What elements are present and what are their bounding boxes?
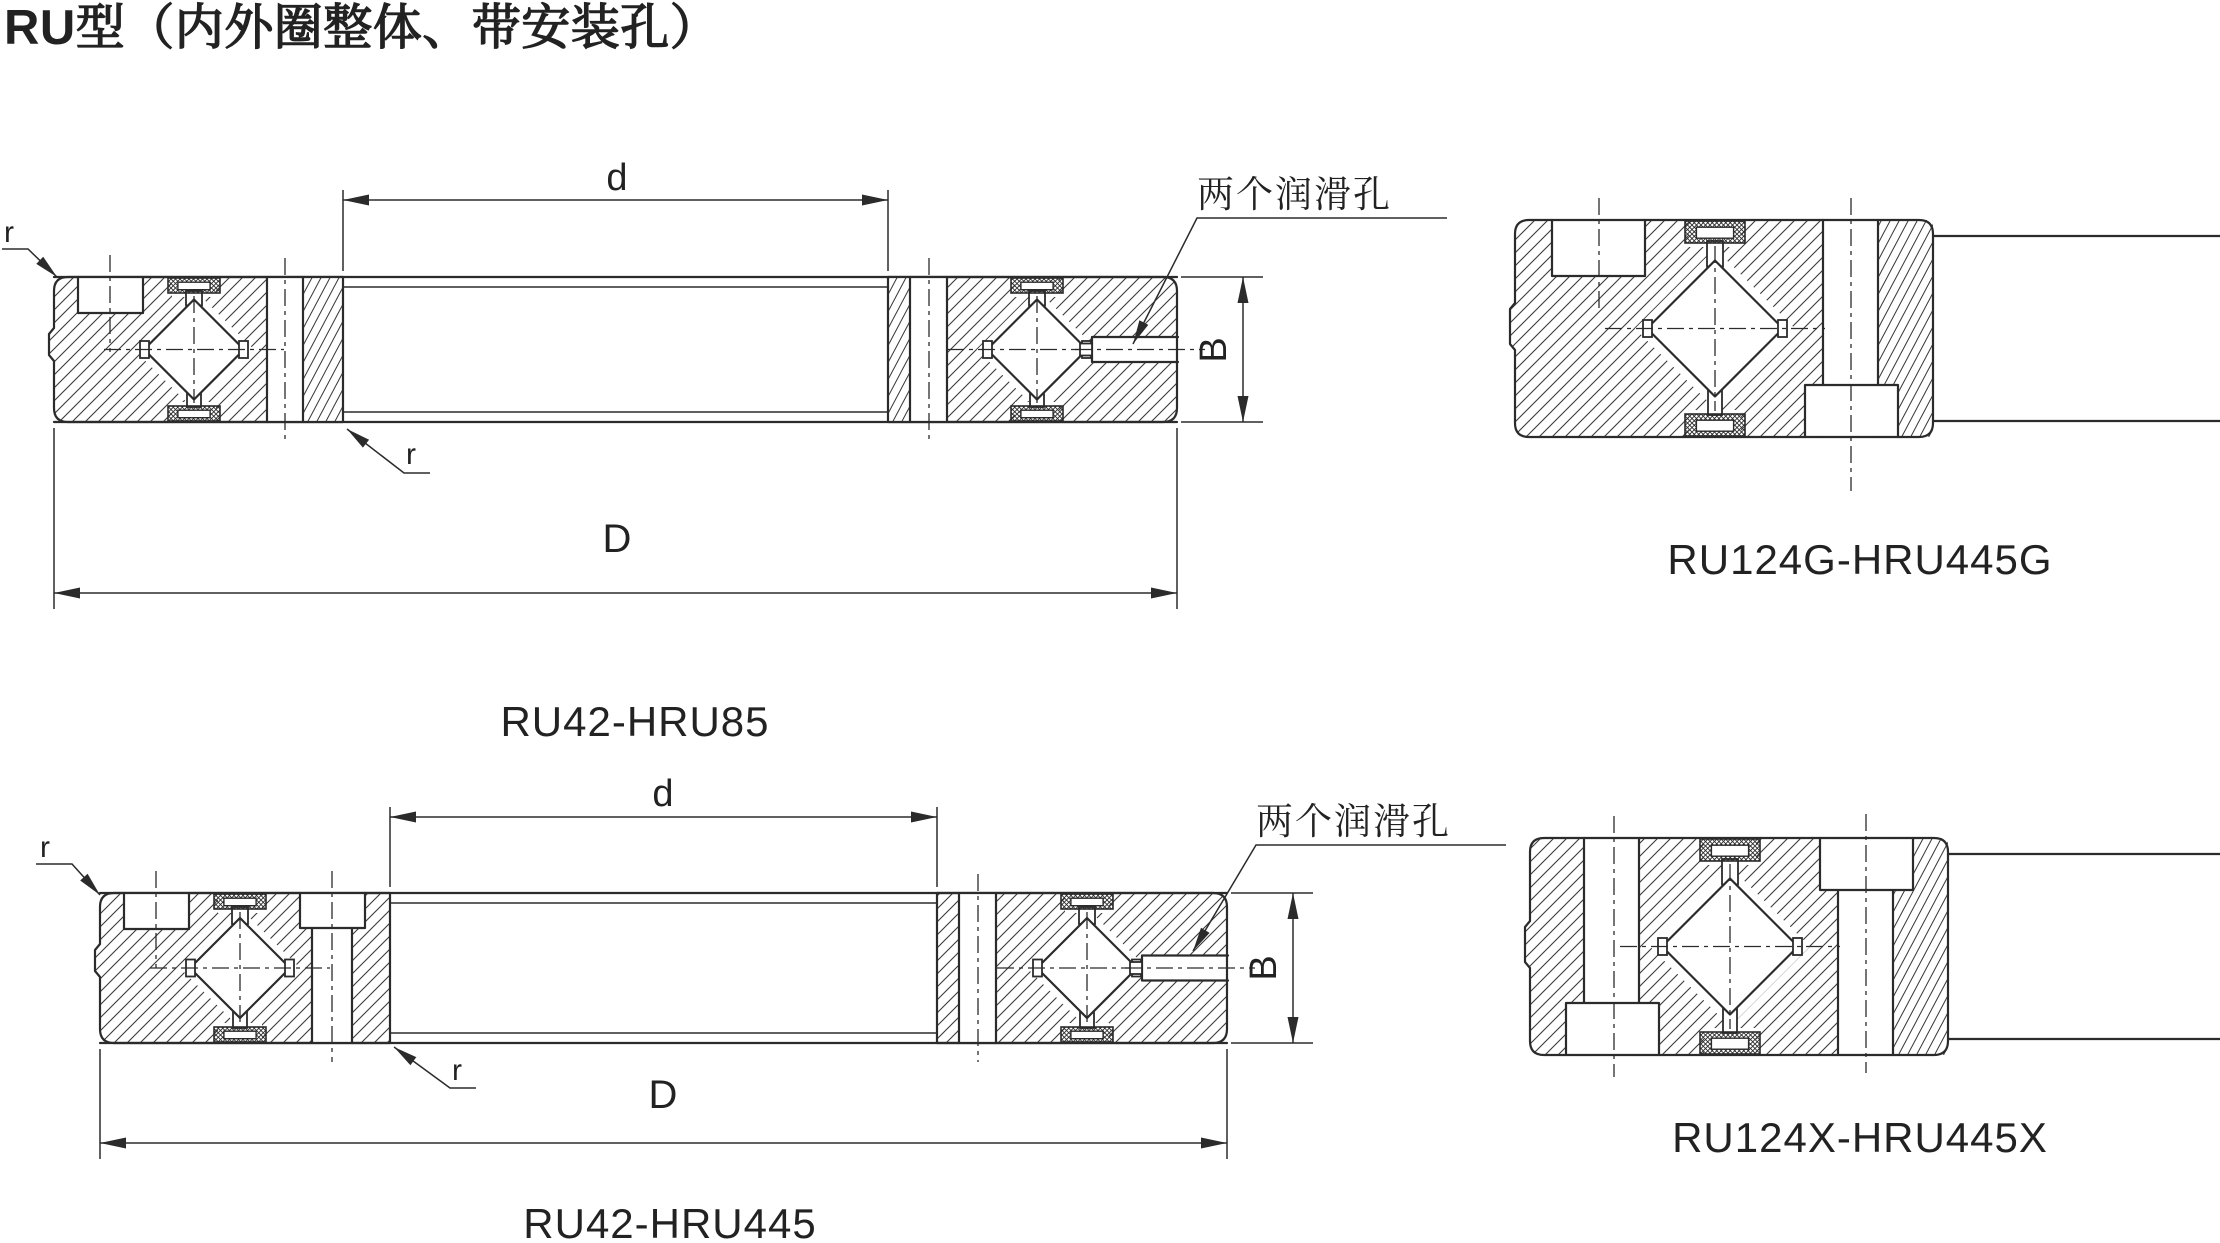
lube-hole-note-top: 两个润滑孔 [1197, 174, 1392, 215]
dim-label-B-bottom: B [1243, 955, 1285, 981]
drawing-ru42-hru445-section [36, 807, 1506, 1159]
dim-label-r-bottom-2: r [452, 1054, 462, 1087]
drawing-ru124x-hru445x-section [1525, 814, 2220, 1077]
model-label-ru124g-hru445g: RU124G-HRU445G [1667, 536, 2053, 583]
dim-label-d-top: d [606, 157, 628, 199]
drawing-ru124g-hru445g-section [1510, 198, 2220, 491]
model-label-ru124x-hru445x: RU124X-HRU445X [1672, 1114, 2048, 1161]
dim-label-r-bottom-left: r [40, 831, 50, 864]
dim-label-d-bottom: d [652, 773, 674, 815]
dim-label-D-top: D [602, 517, 632, 561]
dim-label-r-top-left: r [4, 216, 14, 249]
lube-hole-note-bottom: 两个润滑孔 [1256, 801, 1451, 842]
drawing-ru42-hru85-section [2, 190, 1447, 609]
dim-label-r-bottom: r [406, 438, 416, 471]
dim-label-D-bottom: D [648, 1073, 678, 1117]
model-label-ru42-hru85: RU42-HRU85 [500, 698, 770, 745]
model-label-ru42-hru445: RU42-HRU445 [523, 1200, 817, 1243]
page-title: RU型（内外圈整体、带安装孔） [4, 1, 720, 55]
dim-label-B-top: B [1193, 337, 1235, 363]
